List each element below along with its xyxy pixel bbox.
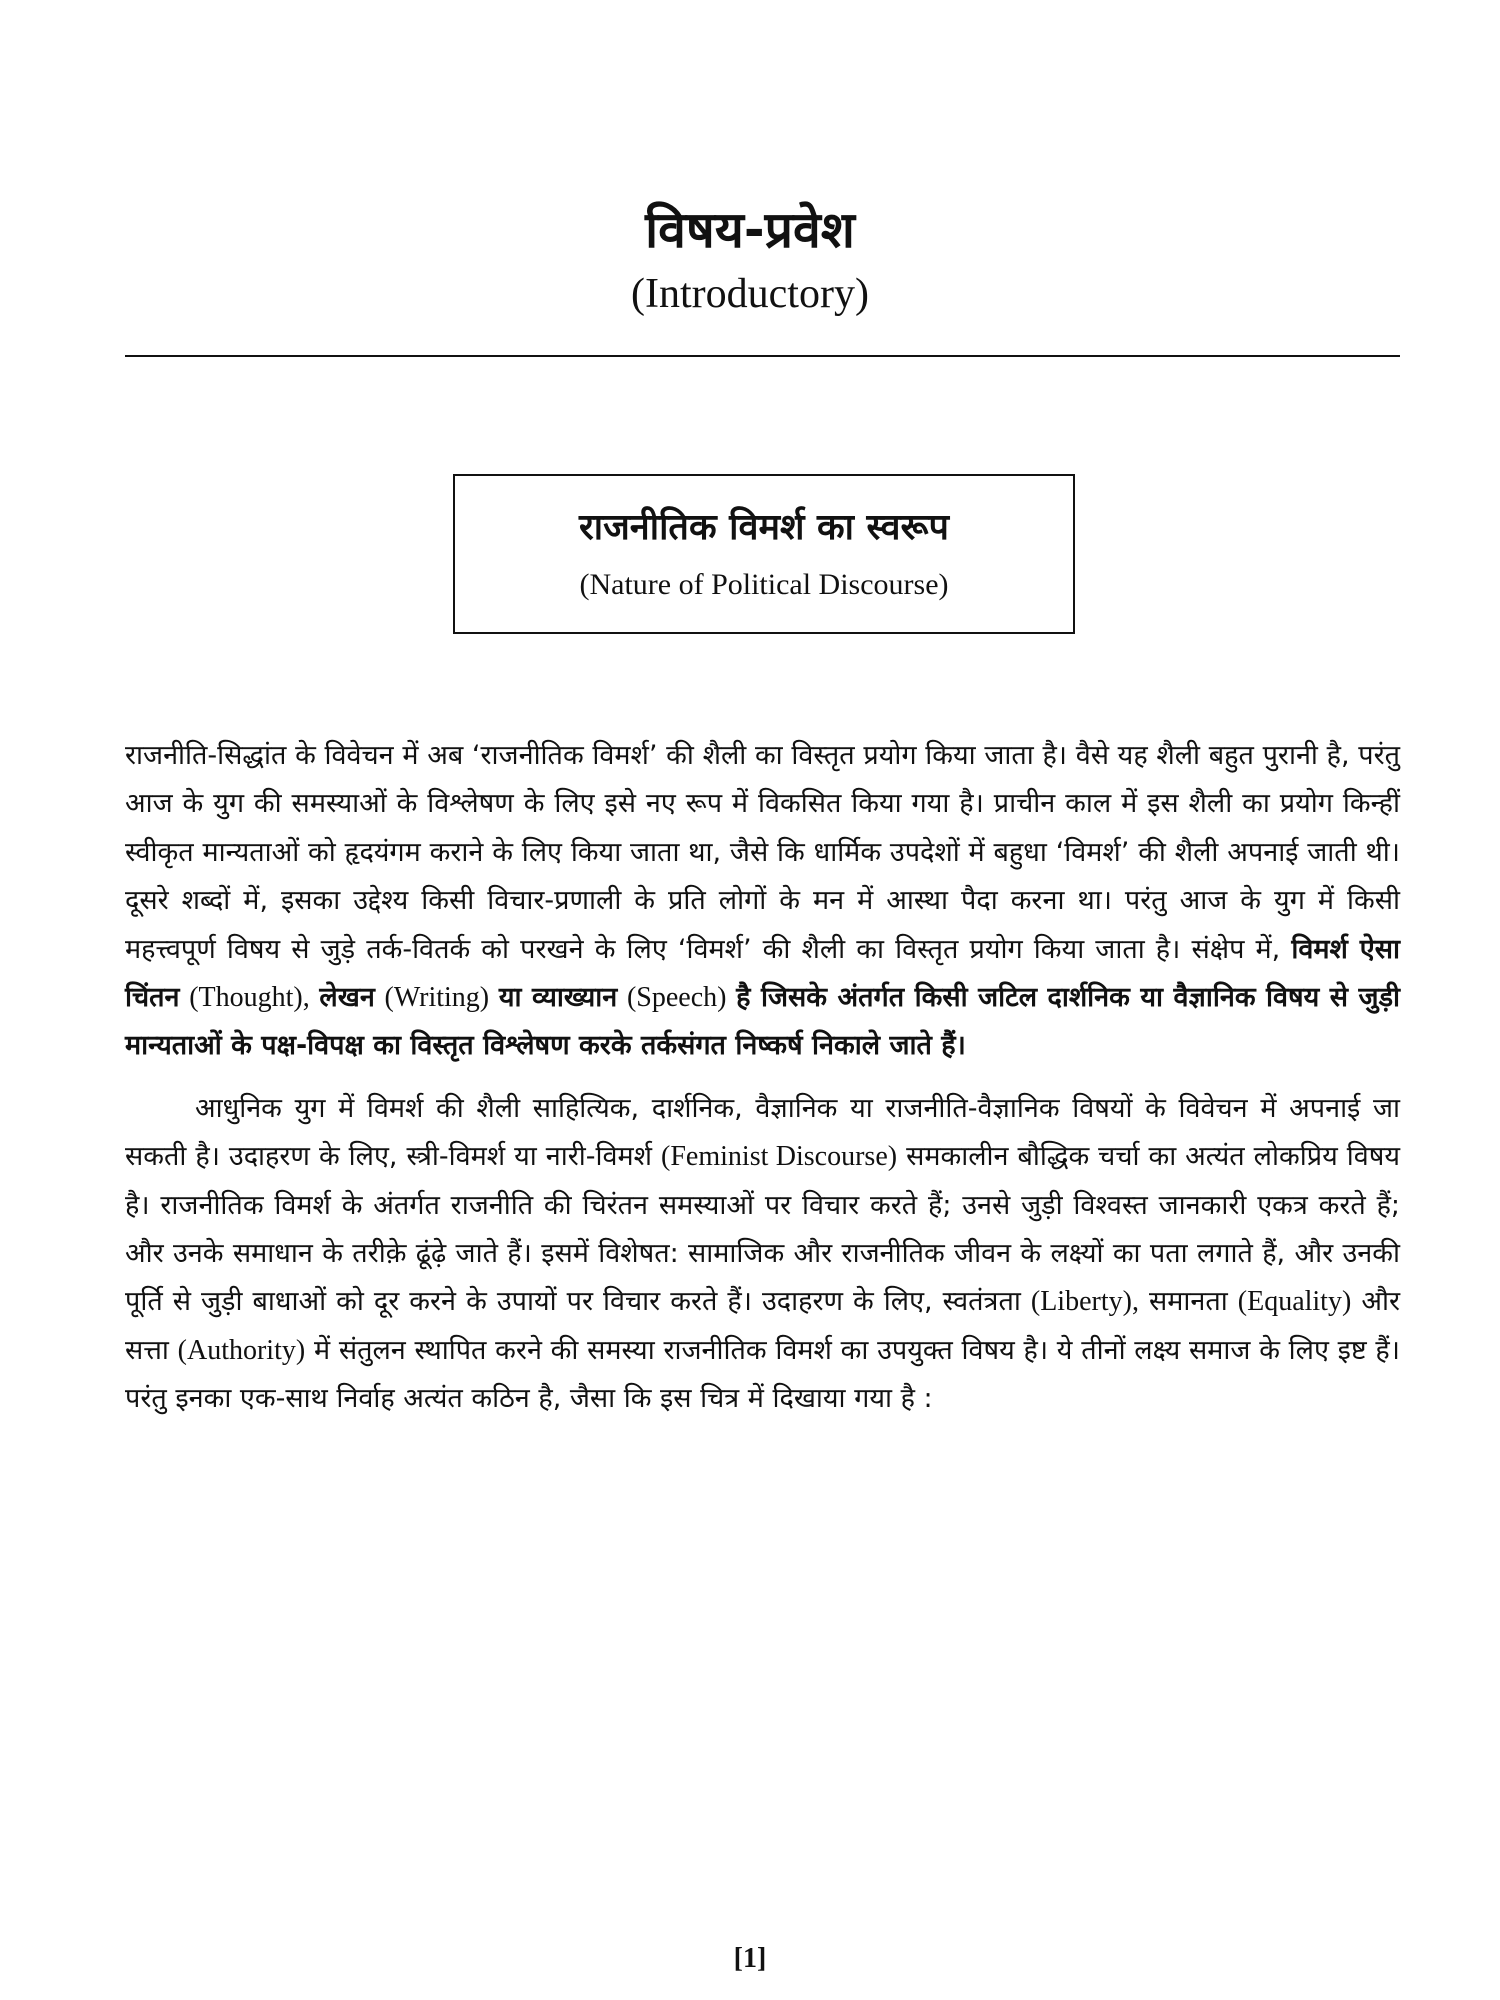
chapter-title: विषय-प्रवेश: [645, 201, 855, 259]
english-term-liberty: (Liberty),: [1030, 1286, 1139, 1318]
page-number: [1]: [733, 1943, 767, 1974]
body-text: [125, 732, 1400, 1424]
definition-term: विमर्श ऐसा चिंतन: [125, 933, 1400, 1014]
paragraph-2-text-3: समानता: [1148, 1286, 1228, 1318]
paragraph-1-text: राजनीति-सिद्धांत के विवेचन में अब ‘राजनीतिक विमर्श’ की शैली का विस्तृत प्रयोग किया जाता है। वैसे यह शैली बहुत पुरानी है, परंतु आज के युग की समस्याओं के विश्लेषण के लिए इसे नए रूप में विकसित किया गया है। प्राचीन काल में इस शैली का प्रयोग किन्हीं स्वीकृत मान्यताओं को हृदयंगम कराने के लिए किया जाता था, जैसे कि धार्मिक उपदेशों में बहुधा ‘विमर्श’ की शैली अपनाई जाती थी। दूसरे शब्दों में, इसका उद्देश्य किसी विचार-प्रणाली के प्रति लोगों के मन में आस्था पैदा करना था। परंतु आज के युग में किसी महत्त्वपूर्ण विषय से जुड़े तर्क-वितर्क को परखने के लिए ‘विमर्श’ की शैली का विस्तृत प्रयोग किया जाता है। संक्षेप में,: [125, 740, 1400, 965]
section-heading-box: [453, 474, 1075, 634]
chapter-subtitle: (Introductory): [631, 271, 869, 317]
english-term-writing: (Writing): [384, 982, 490, 1014]
title-divider: [125, 355, 1400, 357]
section-title: राजनीतिक विमर्श का स्वरूप: [579, 507, 949, 548]
paragraph-2-text-5: में संतुलन स्थापित करने की समस्या राजनीतिक विमर्श का उपयुक्त विषय है। ये तीनों लक्ष्य समाज के लिए इष्ट हैं। परंतु इनका एक-साथ निर्वाह अत्यंत कठिन है, जैसा कि इस चित्र में दिखाया गया है :: [125, 1334, 1400, 1415]
paragraph-1: [125, 732, 1400, 1071]
paragraph-2: [125, 1085, 1400, 1424]
definition-body: है जिसके अंतर्गत किसी जटिल दार्शनिक या वैज्ञानिक विषय से जुड़ी मान्यताओं के पक्ष-विपक्ष का विस्तृत विश्लेषण करके तर्कसंगत निष्कर्ष निकाले जाते हैं।: [125, 982, 1401, 1062]
section-subtitle: (Nature of Political Discourse): [579, 568, 949, 601]
english-term-feminist-discourse: (Feminist Discourse): [661, 1141, 898, 1173]
english-term-equality: (Equality): [1237, 1286, 1352, 1318]
paragraph-2-text-1: आधुनिक युग में विमर्श की शैली साहित्यिक, दार्शनिक, वैज्ञानिक या राजनीति-वैज्ञानिक विषयों के विवेचन में अपनाई जा सकती है। उदाहरण के लिए, स्त्री-विमर्श या नारी-विमर्श: [125, 1092, 1400, 1173]
english-term-thought: (Thought),: [189, 982, 310, 1014]
paragraph-2-text-2: समकालीन बौद्धिक चर्चा का अत्यंत लोकप्रिय विषय है। राजनीतिक विमर्श के अंतर्गत राजनीति की चिरंतन समस्याओं पर विचार करते हैं; उनसे जुड़ी विश्वस्त जानकारी एकत्र करते हैं; और उनके समाधान के तरीक़े ढूंढ़े जाते हैं। इसमें विशेषत: सामाजिक और राजनीतिक जीवन के लक्ष्यों का पता लगाते हैं, और उनकी पूर्ति से जुड़ी बाधाओं को दूर करने के उपायों पर विचार करते हैं। उदाहरण के लिए, स्वतंत्रता: [125, 1141, 1400, 1318]
definition-writing: लेखन: [319, 982, 375, 1014]
english-term-authority: (Authority): [177, 1334, 306, 1366]
english-term-speech: (Speech): [626, 982, 727, 1014]
definition-speech: या व्याख्यान: [498, 982, 618, 1014]
paragraph-2-text-4: और सत्ता: [125, 1286, 1400, 1366]
